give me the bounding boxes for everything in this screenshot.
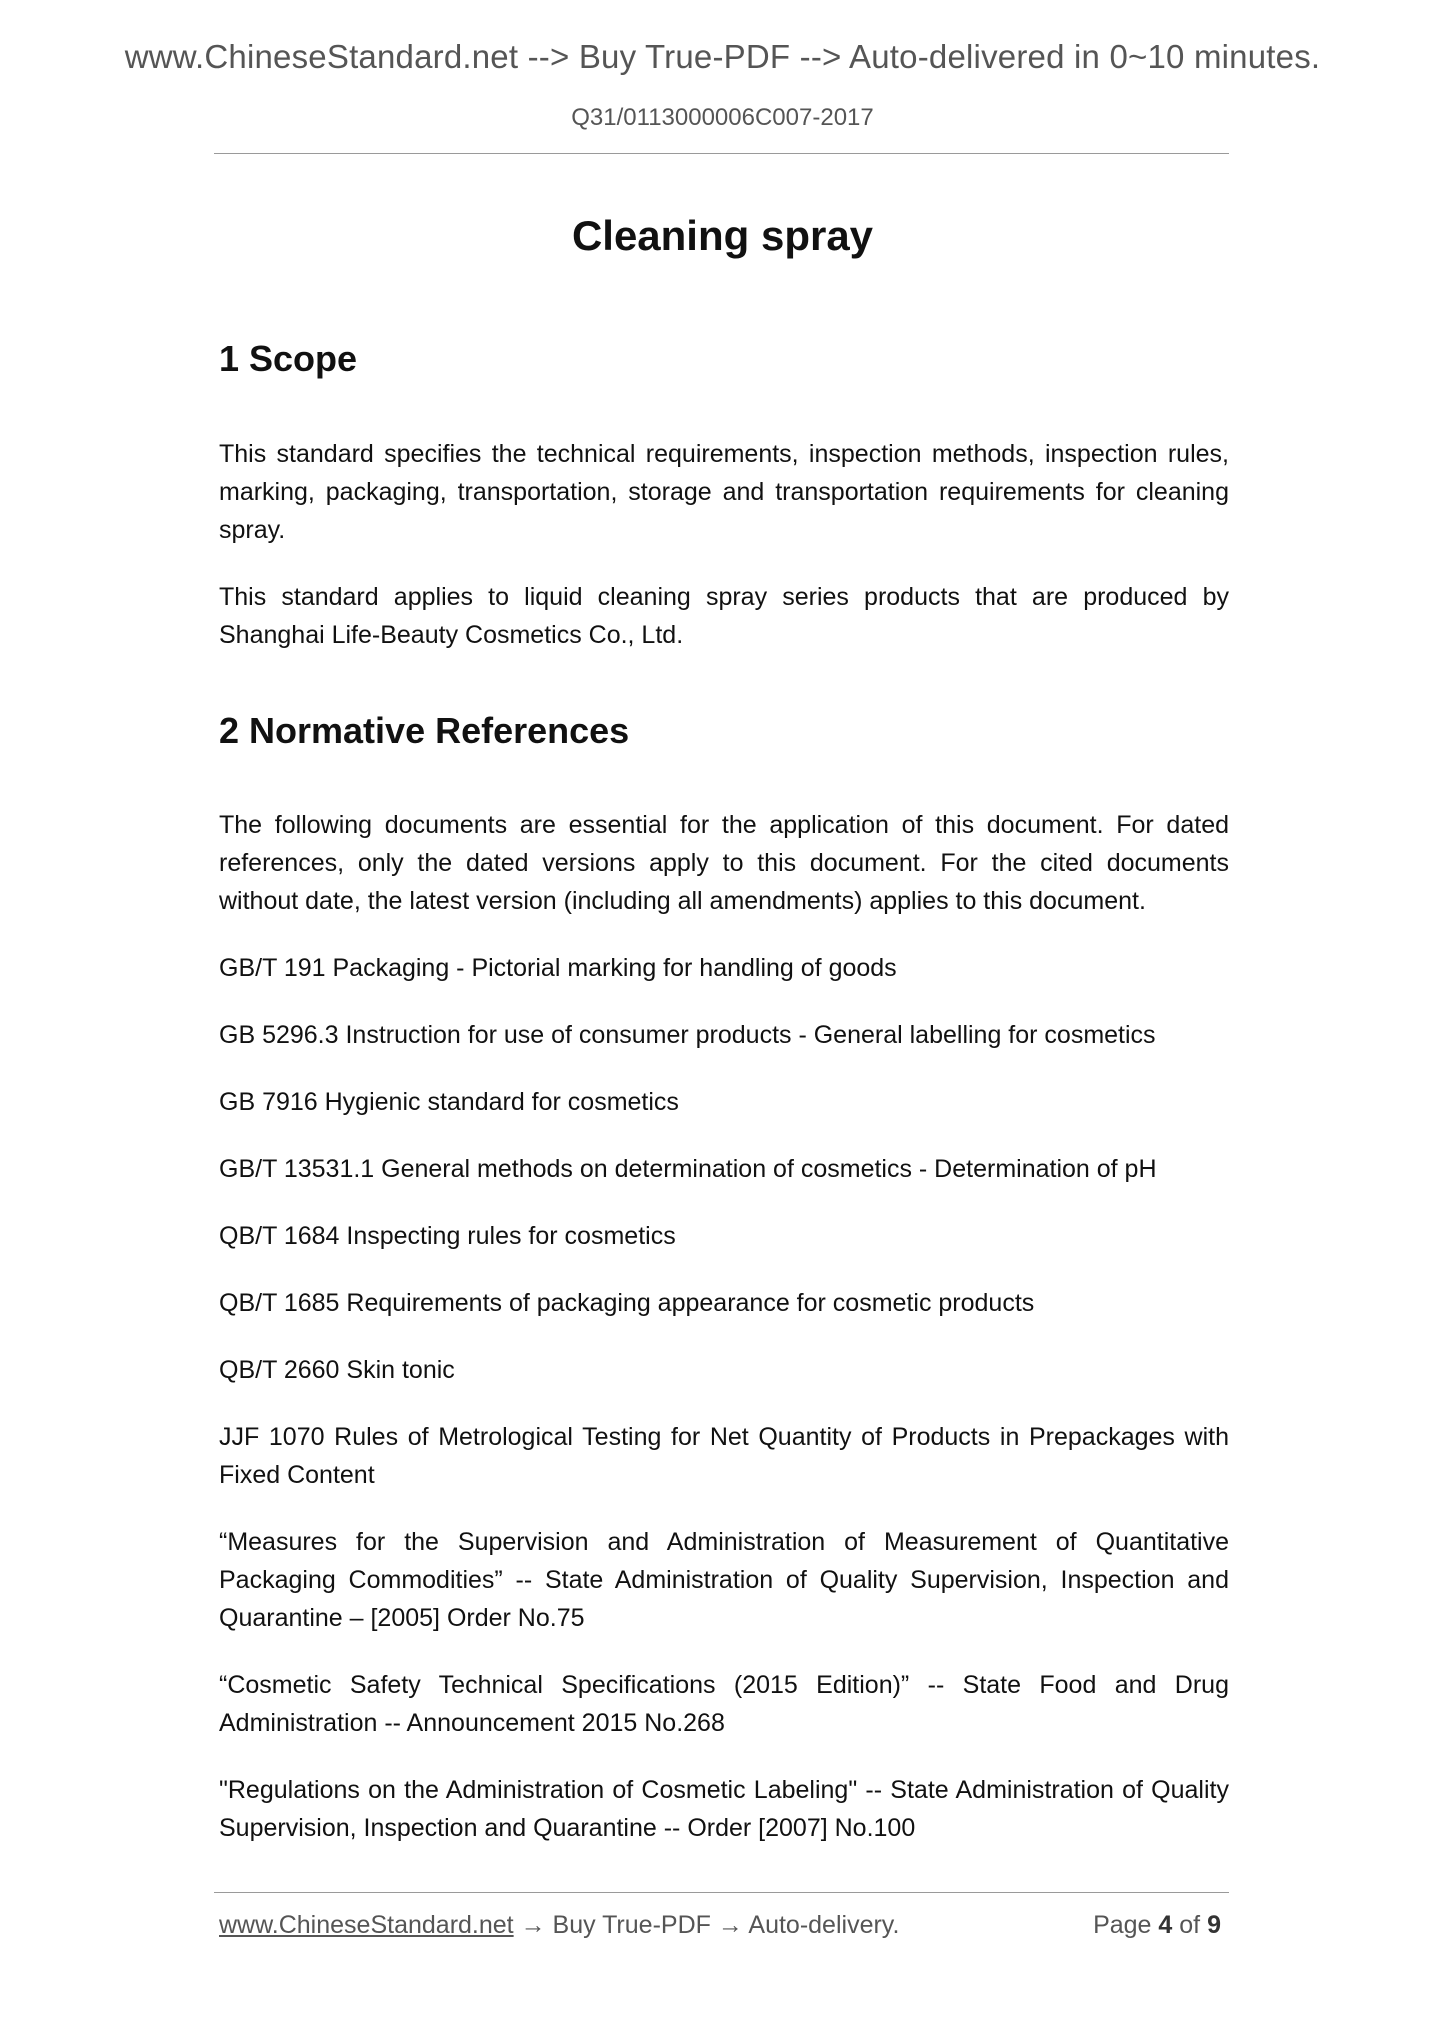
section-heading-normative-references: 2 Normative References [219,710,630,751]
top-banner: www.ChineseStandard.net --> Buy True-PDF --> Auto-delivered in 0~10 minutes. [124,38,1321,75]
reference-item: “Measures for the Supervision and Administration of Measurement of Quantitative Packaging Commodities” -- State Administration of Quality Supervision, Inspection and Quarantine – [2005] Order No.75 [219,1528,1229,1632]
reference-item: GB/T 13531.1 General methods on determination of cosmetics - Determination of pH [219,1155,1157,1183]
reference-item: QB/T 1685 Requirements of packaging appearance for cosmetic products [219,1289,1035,1317]
page-current: 4 [1158,1911,1173,1939]
document-title: Cleaning spray [571,212,874,259]
reference-item: QB/T 1684 Inspecting rules for cosmetics [219,1222,676,1250]
reference-item: GB 5296.3 Instruction for use of consumer products - General labelling for cosmetics [219,1021,1156,1049]
document-number: Q31/0113000006C007-2017 [571,104,874,131]
header-divider [214,153,1229,154]
reference-item: QB/T 2660 Skin tonic [219,1356,455,1384]
page-total: 9 [1207,1911,1221,1939]
reference-item: "Regulations on the Administration of Cosmetic Labeling" -- State Administration of Quality Supervision, Inspection and Quarantine -- Order [2007] No.100 [219,1776,1229,1842]
page-label: Page [1093,1911,1152,1939]
reference-item: GB/T 191 Packaging - Pictorial marking for handling of goods [219,954,897,982]
reference-item: “Cosmetic Safety Technical Specifications (2015 Edition)” -- State Food and Drug Administration -- Announcement 2015 No.268 [219,1671,1229,1737]
reference-item: GB 7916 Hygienic standard for cosmetics [219,1088,679,1116]
scope-paragraph: This standard specifies the technical requirements, inspection methods, inspection rules, marking, packaging, transportation, storage and transportation requirements for cleaning spray. [219,440,1229,544]
document-body [219,330,1229,1847]
footer-promo [219,1911,899,1940]
reference-item: JJF 1070 Rules of Metrological Testing for Net Quantity of Products in Prepackages with Fixed Content [219,1423,1229,1489]
page-indicator [1093,1911,1221,1940]
scope-paragraph: This standard applies to liquid cleaning spray series products that are produced by Shanghai Life-Beauty Cosmetics Co., Ltd. [219,583,1229,649]
references-intro-paragraph: The following documents are essential for the application of this document. For dated references, only the dated versions apply to this document. For the cited documents without date, the latest version (including all amendments) applies to this document. [219,811,1229,915]
page-of-label: of [1179,1911,1201,1939]
footer-promo-text: → Buy True-PDF → Auto-delivery. [513,1911,900,1939]
footer-site-link[interactable]: www.ChineseStandard.net [219,1911,514,1939]
section-heading-scope: 1 Scope [219,338,358,379]
footer-divider [214,1892,1229,1893]
